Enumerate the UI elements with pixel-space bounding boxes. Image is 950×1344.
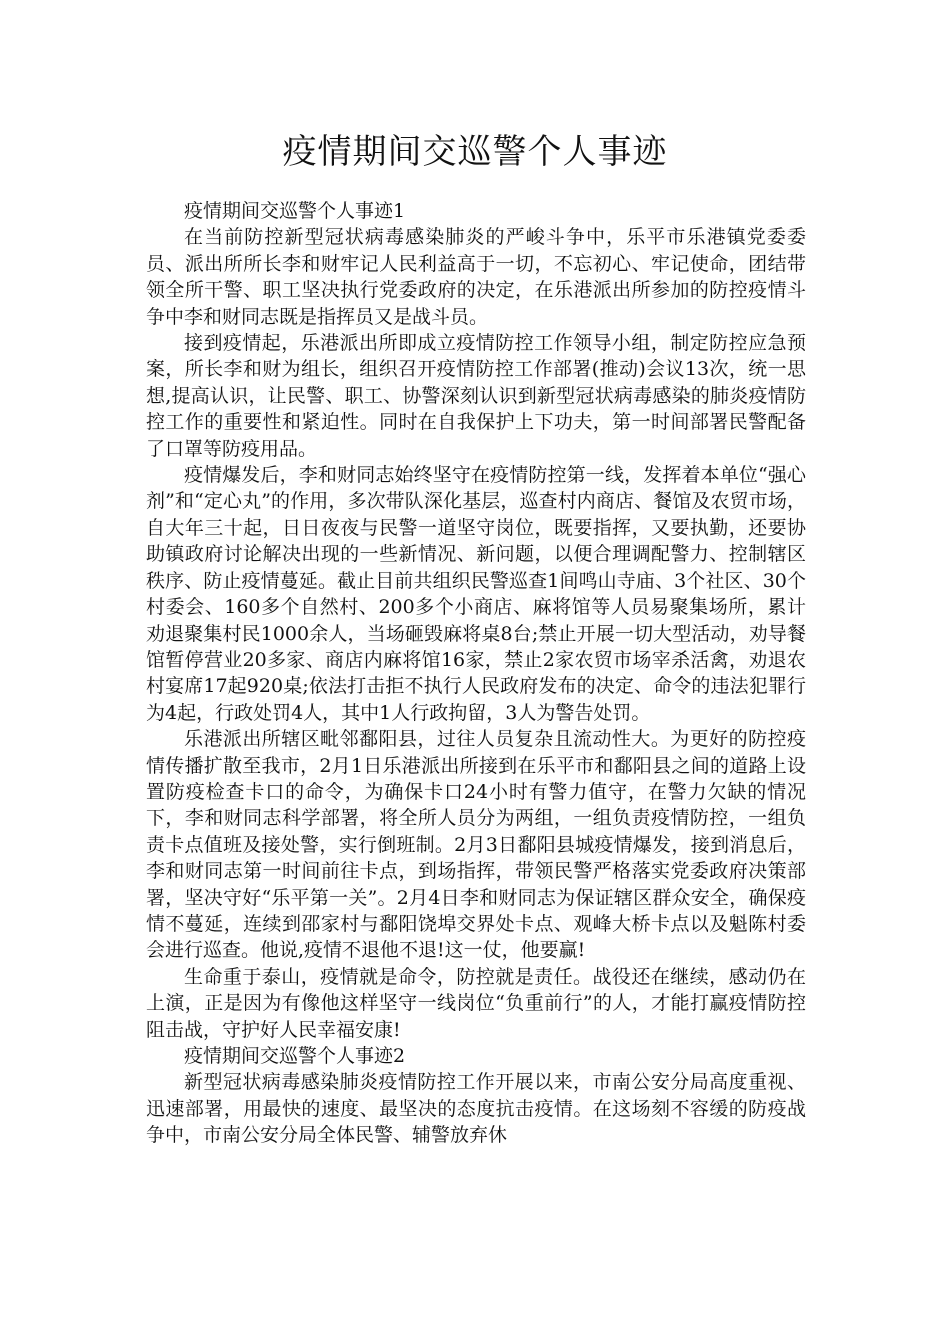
section-2-paragraph-1: 新型冠状病毒感染肺炎疫情防控工作开展以来，市南公安分局高度重视、迅速部署，用最快的速度、最坚决的态度抗击疫情。在这场刻不容缓的防疫战争中，市南公安分局全体民警、辅警放弃休 xyxy=(146,1071,806,1147)
section-1-paragraph-2: 接到疫情起，乐港派出所即成立疫情防控工作领导小组，制定防控应急预案，所长李和财为组长，组织召开疫情防控工作部署(推动)会议13次，统一思想,提高认识，让民警、职工、协警深刻认识到新型冠状病毒感染的肺炎疫情防控工作的重要性和紧迫性。同时在自我保护上下功夫，第一时间部署民警配备了口罩等防疫用品。 xyxy=(146,332,806,460)
section-heading-2: 疫情期间交巡警个人事迹2 xyxy=(184,1045,406,1067)
document-body xyxy=(146,198,806,1149)
section-1-paragraph-3: 疫情爆发后，李和财同志始终坚守在疫情防控第一线，发挥着本单位“强心剂”和“定心丸”的作用，多次带队深化基层，巡查村内商店、餐馆及农贸市场，自大年三十起，日日夜夜与民警一道坚守岗位，既要指挥，又要执勤，还要协助镇政府讨论解决出现的一些新情况、新问题，以便合理调配警力、控制辖区秩序、防止疫情蔓延。截止目前共组织民警巡查1间鸣山寺庙、3个社区、30个村委会、160多个自然村、200多个小商店、麻将馆等人员易聚集场所，累计劝退聚集村民1000余人，当场砸毁麻将桌8台;禁止开展一切大型活动，劝导餐馆暂停营业20多家、商店内麻将馆16家，禁止2家农贸市场宰杀活禽，劝退农村宴席17起920桌;依法打击拒不执行人民政府发布的决定、命令的违法犯罪行为4起，行政处罚4人，其中1人行政拘留，3人为警告处罚。 xyxy=(146,464,806,724)
section-heading-1: 疫情期间交巡警个人事迹1 xyxy=(184,200,406,222)
section-1-paragraph-4: 乐港派出所辖区毗邻鄱阳县，过往人员复杂且流动性大。为更好的防控疫情传播扩散至我市，2月1日乐港派出所接到在乐平市和鄱阳县之间的道路上设置防疫检查卡口的命令，为确保卡口24小时有警力值守，在警力欠缺的情况下，李和财同志科学部署，将全所人员分为两组，一组负责疫情防控，一组负责卡点值班及接处警，实行倒班制。2月3日鄱阳县城疫情爆发，接到消息后，李和财同志第一时间前往卡点，到场指挥，带领民警严格落实党委政府决策部署，坚决守好“乐平第一关”。2月4日李和财同志为保证辖区群众安全，确保疫情不蔓延，连续到邵家村与鄱阳饶埠交界处卡点、观峰大桥卡点以及魁陈村委会进行巡查。他说,疫情不退他不退!这一仗，他要赢! xyxy=(146,728,806,962)
section-1-paragraph-1: 在当前防控新型冠状病毒感染肺炎的严峻斗争中，乐平市乐港镇党委委员、派出所所长李和财牢记人民利益高于一切，不忘初心、牢记使命，团结带领全所干警、职工坚决执行党委政府的决定，在乐港派出所参加的防控疫情斗争中李和财同志既是指挥员又是战斗员。 xyxy=(146,226,806,328)
section-1-paragraph-5: 生命重于泰山，疫情就是命令，防控就是责任。战役还在继续，感动仍在上演，正是因为有像他这样坚守一线岗位“负重前行”的人，才能打赢疫情防控阻击战，守护好人民幸福安康! xyxy=(146,965,806,1041)
page-title: 疫情期间交巡警个人事迹 xyxy=(282,132,668,172)
